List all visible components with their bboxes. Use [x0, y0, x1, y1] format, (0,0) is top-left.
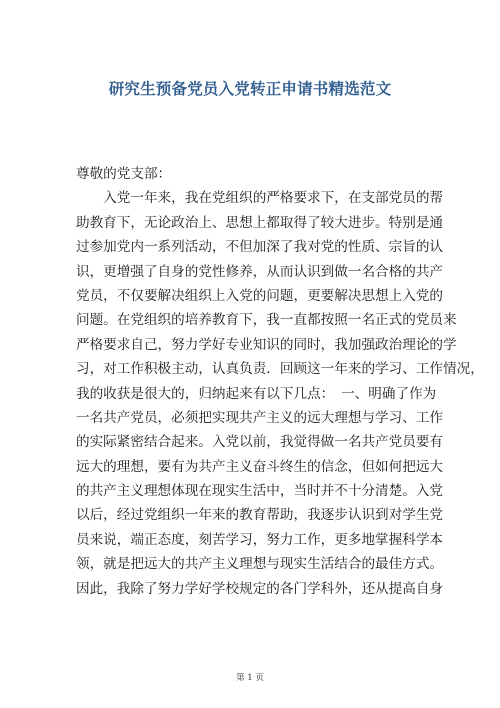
body-line: 一名共产党员，必须把实现共产主义的远大理想与学习、工作 [76, 409, 444, 426]
body-line: 习，对工作积极主动，认真负责．回顾这一年来的学习、工作情况， [76, 361, 484, 378]
body-line: 识，更增强了自身的党性修养，从而认识到做一名合格的共产 [76, 263, 444, 280]
body-line: 远大的理想，要有为共产主义奋斗终生的信念，但如何把远大 [76, 458, 444, 475]
body-line: 因此，我除了努力学好学校规定的各门学科外，还从提高自身 [76, 580, 444, 597]
document-title: 研究生预备党员入党转正申请书精选范文 [108, 80, 392, 98]
body-line: 我的收获是很大的，归纳起来有以下几点： 一、明确了作为 [76, 385, 437, 402]
salutation: 尊敬的党支部： [76, 166, 172, 182]
body-line: 问题。在党组织的培养教育下，我一直都按照一名正式的党员来 [76, 312, 457, 329]
page-number: 第 1 页 [236, 673, 264, 683]
body-line: 的实际紧密结合起来。入党以前，我觉得做一名共产党员要有 [76, 434, 444, 451]
document-body [76, 162, 484, 601]
body-line: 过参加党内一系列活动，不但加深了我对党的性质、宗旨的认 [76, 239, 444, 256]
body-line: 以后，经过党组织一年来的教育帮助，我逐步认识到对学生党 [76, 507, 444, 524]
body-line: 员来说，端正态度，刻苦学习，努力工作，更多地掌握科学本 [76, 531, 444, 548]
body-line: 入党一年来，我在党组织的严格要求下，在支部党员的帮 [76, 190, 444, 207]
body-line: 的共产主义理想体现在现实生活中，当时并不十分清楚。入党 [76, 483, 444, 500]
body-line: 党员，不仅要解决组织上入党的问题，更要解决思想上入党的 [76, 287, 444, 304]
body-line: 领，就是把远大的共产主义理想与现实生活结合的最佳方式。 [76, 556, 444, 573]
body-line: 助教育下，无论政治上、思想上都取得了较大进步。特别是通 [76, 214, 444, 231]
body-line: 严格要求自己，努力学好专业知识的同时，我加强政治理论的学 [76, 336, 457, 353]
